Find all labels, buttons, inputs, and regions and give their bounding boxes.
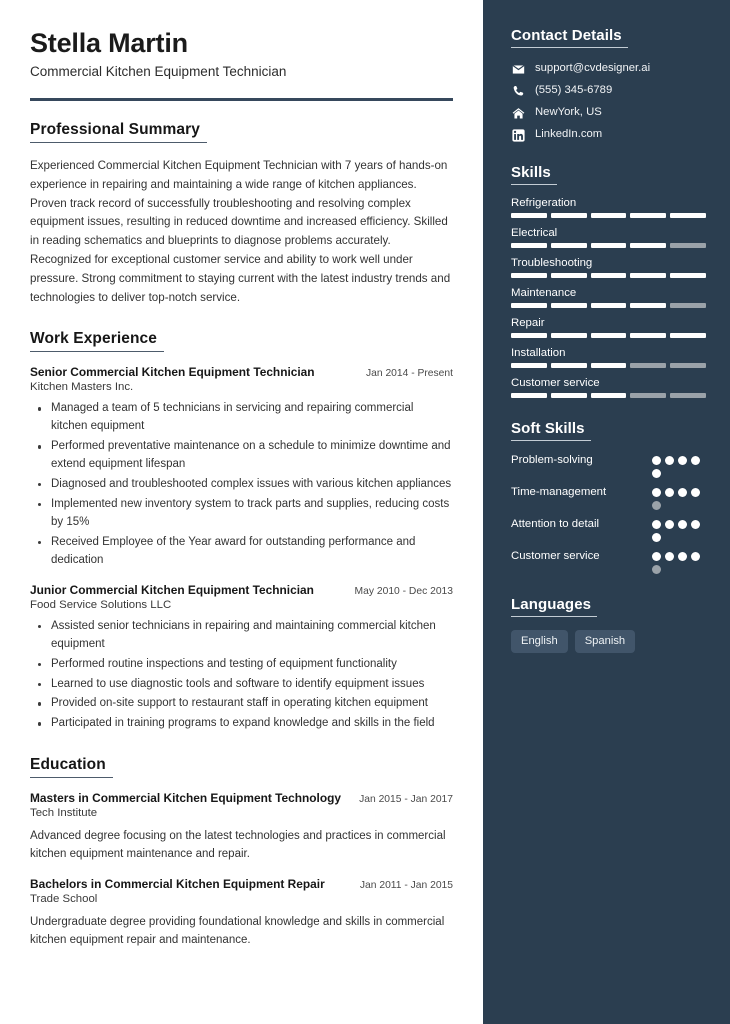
skill-level-segment (591, 243, 627, 248)
soft-skill-row (511, 549, 706, 574)
work-entry-date: Jan 2014 - Present (365, 368, 453, 380)
skill-level-segment (630, 213, 666, 218)
work-entry-list (30, 365, 453, 733)
soft-skill-label: Time-management (511, 486, 607, 498)
skill-level-segment (551, 273, 587, 278)
work-entry-header (30, 583, 453, 597)
contact-value: support@cvdesigner.ai (535, 62, 651, 75)
list-item: Implemented new inventory system to track parts and supplies, reducing costs by 15% (49, 496, 453, 532)
section-heading-languages: Languages (511, 596, 597, 617)
section-heading-soft-skills: Soft Skills (511, 420, 591, 441)
skill-level-segment (670, 303, 706, 308)
rating-dot (652, 565, 661, 574)
skill-level-bar (511, 213, 706, 218)
section-heading-education: Education (30, 756, 113, 778)
skill-level-bar (511, 243, 706, 248)
rating-dot (678, 456, 687, 465)
skill-level-segment (591, 273, 627, 278)
language-pill[interactable]: English (511, 630, 568, 653)
skill-level-bar (511, 333, 706, 338)
section-heading-skills: Skills (511, 164, 557, 185)
list-item: Received Employee of the Year award for outstanding performance and dedication (49, 534, 453, 570)
skill-level-segment (551, 213, 587, 218)
language-pill[interactable]: Spanish (575, 630, 635, 653)
soft-skill-label: Problem-solving (511, 454, 593, 466)
skill-level-segment (511, 273, 547, 278)
education-entry-title: Bachelors in Commercial Kitchen Equipment Repair (30, 877, 325, 892)
skill-level-segment (591, 393, 627, 398)
soft-skill-rating (652, 517, 706, 542)
linkedin-icon (511, 128, 525, 142)
contact-row[interactable] (511, 84, 706, 98)
skill-level-segment (670, 333, 706, 338)
contact-list (511, 62, 706, 142)
skill-level-segment (511, 303, 547, 308)
education-entry-list (30, 791, 453, 950)
education-entry-title: Masters in Commercial Kitchen Equipment Technology (30, 791, 341, 806)
skill-level-segment (670, 363, 706, 368)
rating-dot (665, 456, 674, 465)
sidebar (483, 0, 730, 1024)
skill-level-segment (591, 363, 627, 368)
skill-level-segment (630, 333, 666, 338)
contact-value: LinkedIn.com (535, 128, 603, 141)
list-item: Learned to use diagnostic tools and software to identify equipment issues (49, 676, 453, 694)
education-entry-organization: Trade School (30, 893, 98, 906)
section-education (30, 756, 453, 950)
skill-level-segment (591, 213, 627, 218)
skill-level-segment (551, 243, 587, 248)
soft-skill-rating (652, 453, 706, 478)
phone-icon (511, 84, 525, 98)
soft-skill-list (511, 453, 706, 574)
skill-level-segment (670, 273, 706, 278)
education-entry (30, 877, 453, 950)
skill-level-bar (511, 363, 706, 368)
soft-skill-rating (652, 485, 706, 510)
contact-row[interactable] (511, 106, 706, 120)
rating-dot (652, 520, 661, 529)
page-title: Stella Martin (30, 28, 188, 58)
rating-dot (678, 520, 687, 529)
work-entry-bullets (30, 400, 453, 569)
section-heading-work: Work Experience (30, 330, 164, 352)
section-languages (511, 596, 706, 653)
skill-level-segment (670, 243, 706, 248)
list-item: Diagnosed and troubleshooted complex issues with various kitchen appliances (49, 476, 453, 494)
list-item: Assisted senior technicians in repairing and maintaining commercial kitchen equipment (49, 618, 453, 654)
rating-dot (652, 552, 661, 561)
contact-row[interactable] (511, 62, 706, 76)
list-item: Managed a team of 5 technicians in servicing and repairing commercial kitchen equipment (49, 400, 453, 436)
contact-value: (555) 345-6789 (535, 84, 613, 97)
skill-level-segment (551, 333, 587, 338)
section-skills (511, 164, 706, 398)
skill-level-segment (630, 243, 666, 248)
section-contact-details (511, 27, 706, 142)
skill-list (511, 197, 706, 398)
rating-dot (665, 488, 674, 497)
language-list (511, 630, 706, 653)
skill-level-segment (670, 393, 706, 398)
rating-dot (652, 533, 661, 542)
rating-dot (665, 552, 674, 561)
rating-dot (652, 488, 661, 497)
skill-level-segment (630, 273, 666, 278)
rating-dot (691, 520, 700, 529)
skill-level-segment (591, 333, 627, 338)
summary-text: Experienced Commercial Kitchen Equipment Technician with 7 years of hands-on experience in repairing and maintaining a wide range of kitchen appliances. Proven track record of successfully troubleshooting and resolving complex equipment issues, resulting in reduced downtime and increased efficiency. Skilled in reading schematics and blueprints to diagnose problems accurately. Recognized for exceptional customer service and ability to work well under pressure. Strong commitment to staying current with the latest industry trends and technologies to deliver top-notch service. (30, 159, 451, 304)
rating-dot (691, 552, 700, 561)
section-work-experience (30, 330, 453, 733)
rating-dot (678, 552, 687, 561)
skill-level-segment (670, 213, 706, 218)
skill-level-segment (551, 393, 587, 398)
skill-level-segment (630, 393, 666, 398)
skill-label: Repair (511, 317, 545, 329)
list-item: Performed routine inspections and testing of equipment functionality (49, 656, 453, 674)
skill-level-segment (511, 243, 547, 248)
skill-label: Troubleshooting (511, 257, 593, 269)
skill-level-segment (630, 363, 666, 368)
skill-level-segment (630, 303, 666, 308)
soft-skill-label: Attention to detail (511, 518, 600, 530)
skill-level-bar (511, 393, 706, 398)
skill-label: Maintenance (511, 287, 577, 299)
work-entry-bullets (30, 618, 453, 734)
contact-value: NewYork, US (535, 106, 602, 119)
rating-dot (678, 488, 687, 497)
skill-label: Installation (511, 347, 566, 359)
list-item: Performed preventative maintenance on a schedule to minimize downtime and extend equipment lifespan (49, 438, 453, 474)
rating-dot (652, 456, 661, 465)
skill-label: Customer service (511, 377, 600, 389)
soft-skill-row (511, 517, 706, 542)
list-item: Participated in training programs to expand knowledge and skills in the field (49, 715, 453, 733)
work-entry (30, 583, 453, 734)
work-entry-title: Junior Commercial Kitchen Equipment Technician (30, 582, 314, 597)
skill-level-segment (511, 363, 547, 368)
rating-dot (665, 520, 674, 529)
education-entry-organization: Tech Institute (30, 807, 98, 820)
header-divider (30, 98, 453, 101)
education-entry (30, 791, 453, 864)
soft-skill-label: Customer service (511, 550, 600, 562)
list-item: Provided on-site support to restaurant staff in operating kitchen equipment (49, 695, 453, 713)
work-entry (30, 365, 453, 569)
rating-dot (652, 501, 661, 510)
section-heading-contact: Contact Details (511, 27, 628, 48)
contact-row[interactable] (511, 128, 706, 142)
soft-skill-row (511, 485, 706, 510)
skill-level-segment (511, 213, 547, 218)
soft-skill-row (511, 453, 706, 478)
skill-level-segment (551, 303, 587, 308)
soft-skill-rating (652, 549, 706, 574)
section-professional-summary (30, 121, 453, 307)
education-entry-header (30, 791, 453, 805)
education-entry-header (30, 877, 453, 891)
rating-dot (691, 456, 700, 465)
envelope-icon (511, 62, 525, 76)
work-entry-organization: Food Service Solutions LLC (30, 598, 172, 611)
work-entry-header (30, 365, 453, 379)
skill-level-segment (591, 303, 627, 308)
section-heading-summary: Professional Summary (30, 121, 207, 143)
education-entry-date: Jan 2015 - Jan 2017 (359, 794, 453, 806)
skill-label: Refrigeration (511, 197, 577, 209)
skill-level-segment (551, 363, 587, 368)
education-entry-description: Advanced degree focusing on the latest technologies and practices in commercial kitchen equipment maintenance and repair. (30, 830, 446, 861)
education-entry-date: Jan 2011 - Jan 2015 (359, 880, 453, 892)
rating-dot (652, 469, 661, 478)
education-entry-description: Undergraduate degree providing foundational knowledge and skills in commercial kitchen equipment repair and maintenance. (30, 916, 445, 947)
skill-label: Electrical (511, 227, 558, 239)
work-entry-date: May 2010 - Dec 2013 (354, 585, 453, 597)
rating-dot (691, 488, 700, 497)
skill-level-bar (511, 303, 706, 308)
home-icon (511, 106, 525, 120)
skill-level-bar (511, 273, 706, 278)
skill-level-segment (511, 393, 547, 398)
work-entry-organization: Kitchen Masters Inc. (30, 381, 134, 394)
skill-level-segment (511, 333, 547, 338)
job-title: Commercial Kitchen Equipment Technician (30, 64, 287, 80)
work-entry-title: Senior Commercial Kitchen Equipment Technician (30, 365, 315, 380)
section-soft-skills (511, 420, 706, 574)
